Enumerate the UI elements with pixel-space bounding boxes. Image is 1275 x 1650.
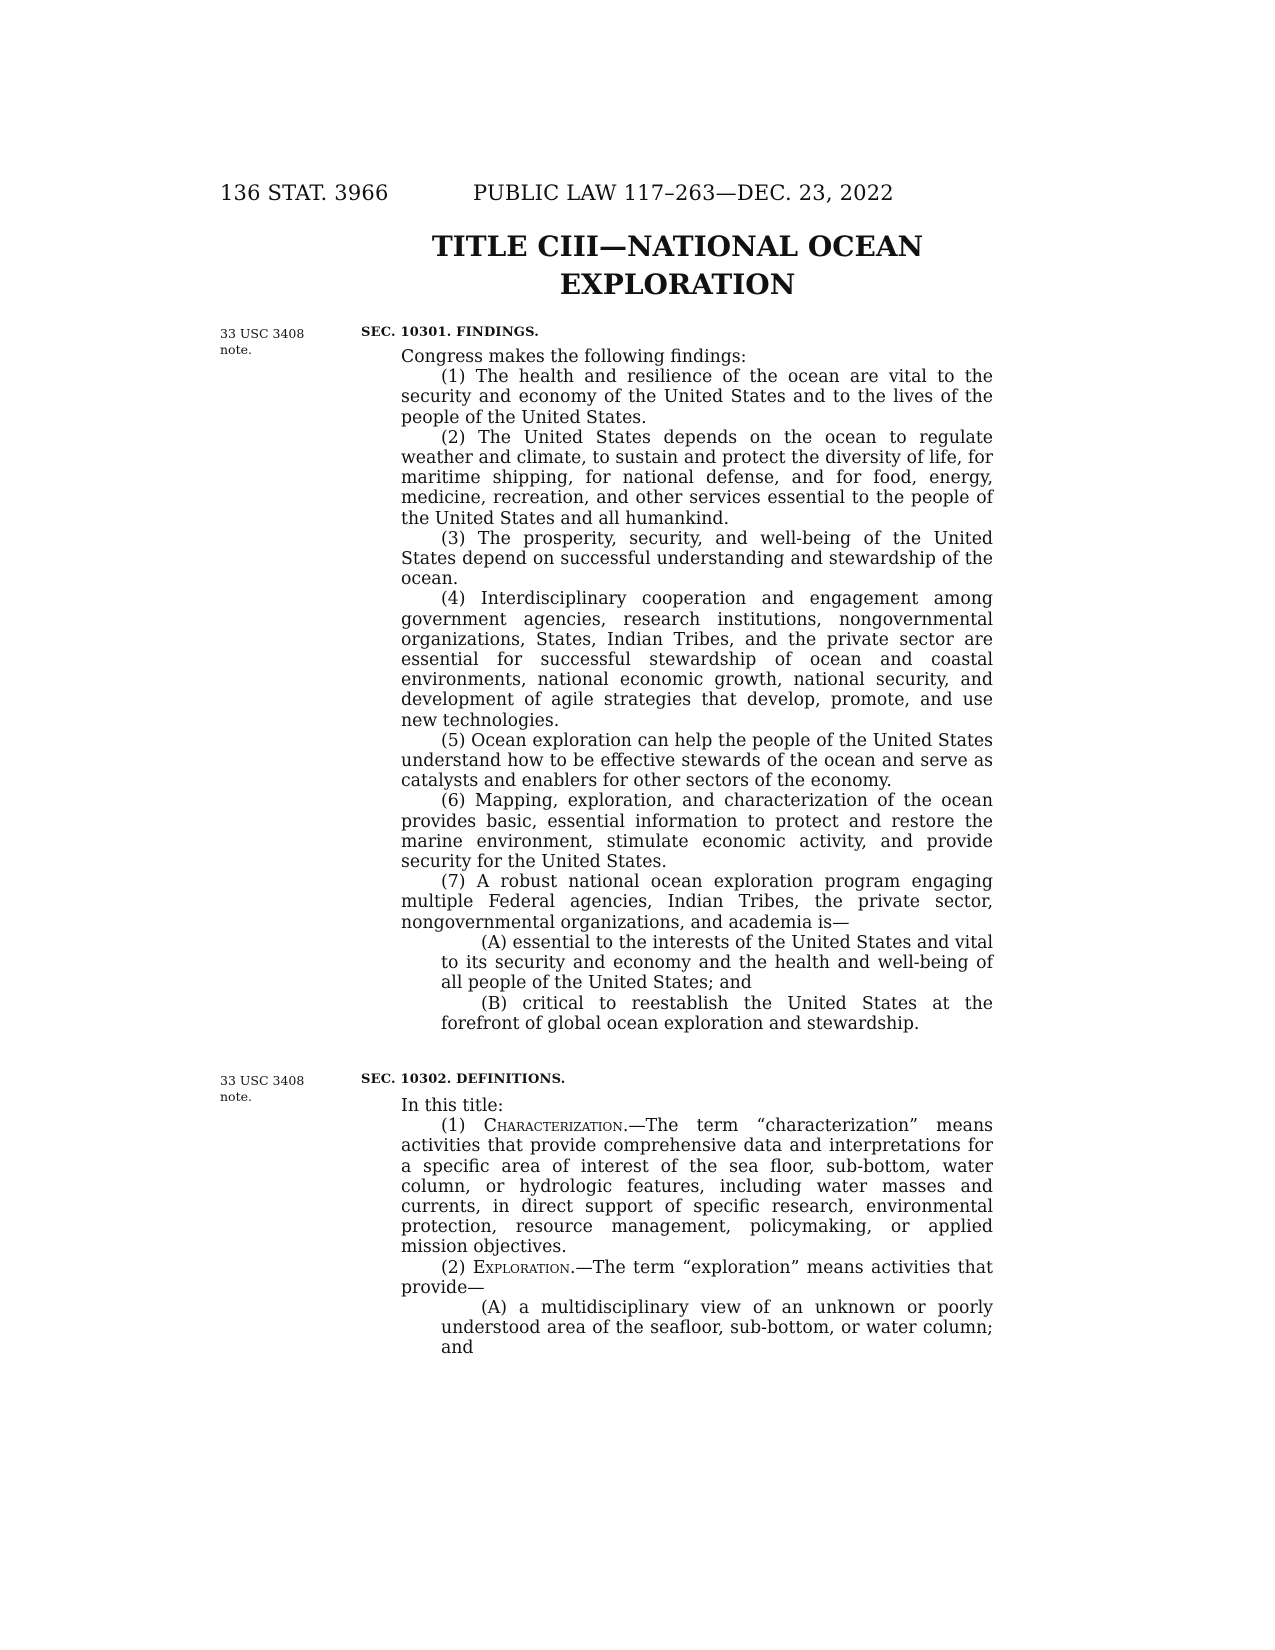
definitions-intro: In this title: [401, 1096, 504, 1116]
margin-note-sec-10301 [220, 326, 304, 358]
margin-note-sec-10302 [220, 1073, 304, 1105]
margin-note-line-2: note. [220, 342, 252, 357]
running-header: PUBLIC LAW 117–263—DEC. 23, 2022 [473, 181, 894, 205]
title-line-2: EXPLORATION [559, 268, 796, 301]
title-heading [400, 228, 955, 304]
title-line-1: TITLE CIII—NATIONAL OCEAN [431, 230, 924, 263]
finding-2: (2) The United States depends on the ocean to regulate weather and climate, to sustain and protect the diversity of life, for maritime shipping, for national defense, and for food, energy, medicine, recreation, and other services essential to the people of the United States and all humankind. [401, 427, 993, 529]
finding-5: (5) Ocean exploration can help the people of the United States understand how to be effective stewards of the ocean and serve as catalysts and enablers for other sectors of the economy. [401, 730, 993, 792]
definition-2-text: .—The term “exploration” means activities that provide— [401, 1257, 993, 1298]
section-body-definitions [401, 1096, 993, 1359]
definition-2 [401, 1258, 993, 1298]
finding-3: (3) The prosperity, security, and well-being of the United States depend on successful understanding and stewardship of the ocean. [401, 528, 993, 590]
definition-1 [401, 1116, 993, 1257]
finding-4: (4) Interdisciplinary cooperation and engagement among government agencies, research institutions, nongovernmental organizations, States, Indian Tribes, and the private sector are essential for successful stewardship of ocean and coastal environments, national economic growth, national security, and development of agile strategies that develop, promote, and use new technologies. [401, 589, 993, 731]
section-heading-10302: SEC. 10302. DEFINITIONS. [361, 1072, 566, 1087]
definition-2-number: (2) [441, 1257, 466, 1278]
finding-6: (6) Mapping, exploration, and characterization of the ocean provides basic, essential information to protect and restore the marine environment, stimulate economic activity, and provide security for the United States. [401, 791, 993, 873]
section-heading-10301: SEC. 10301. FINDINGS. [361, 325, 539, 340]
finding-7-b: (B) critical to reestablish the United States at the forefront of global ocean exploration and stewardship. [441, 993, 993, 1034]
finding-7-a: (A) essential to the interests of the United States and vital to its security and economy and the health and well-being of all people of the United States; and [441, 932, 993, 994]
definition-2-a: (A) a multidisciplinary view of an unknown or poorly understood area of the seafloor, sub-bottom, or water column; and [441, 1298, 993, 1359]
definition-2-term: Exploration [472, 1257, 571, 1278]
finding-1: (1) The health and resilience of the ocean are vital to the security and economy of the United States and to the lives of the people of the United States. [401, 367, 993, 428]
margin-note-line-1: 33 USC 3408 [220, 326, 305, 341]
section-body-findings [401, 347, 993, 1034]
margin-note-line-1: 33 USC 3408 [220, 1073, 305, 1088]
finding-7: (7) A robust national ocean exploration program engaging multiple Federal agencies, Indian Tribes, the private sector, nongovernmental organizations, and academia is— [401, 872, 993, 933]
definition-1-text: .—The term “characterization” means activities that provide comprehensive data and interpretations for a specific area of interest of the sea floor, sub-bottom, water column, or hydrologic features, including water masses and currents, in direct support of specific research, environmental protection, resource management, policymaking, or applied mission objectives. [401, 1116, 993, 1258]
page-stat-citation: 136 STAT. 3966 [220, 181, 389, 205]
definition-1-term: Characterization [483, 1116, 623, 1137]
findings-intro: Congress makes the following findings: [401, 347, 747, 367]
margin-note-line-2: note. [220, 1089, 252, 1104]
definition-1-number: (1) [441, 1116, 466, 1137]
